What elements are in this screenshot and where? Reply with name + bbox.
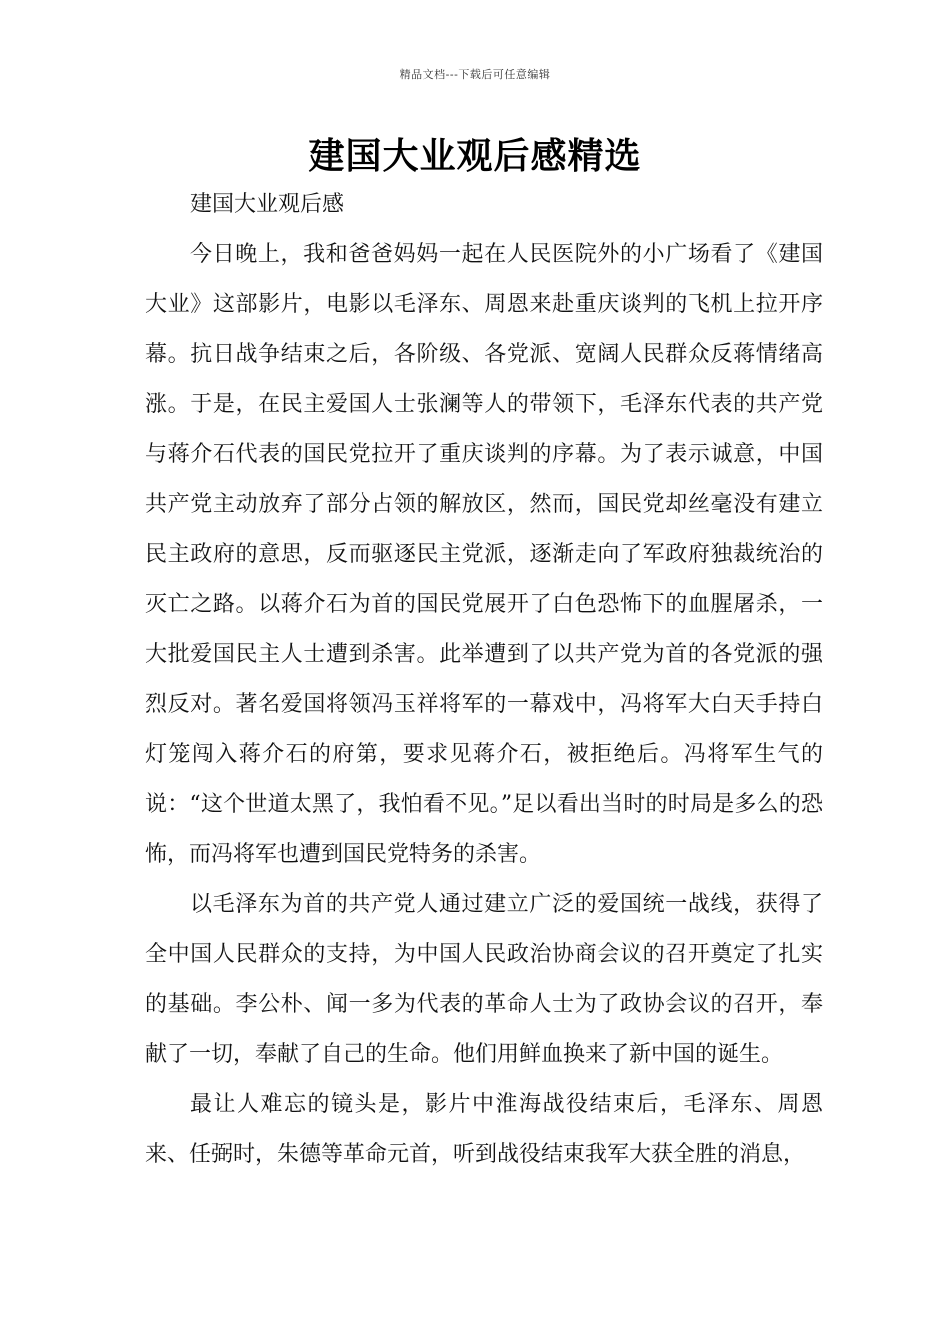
paragraph-2: 以毛泽东为首的共产党人通过建立广泛的爱国统一战线，获得了全中国人民群众的支持，为中国人民政治协商会议的召开奠定了扎实的基础。李公朴、闻一多为代表的革命人士为了政协会议的召开，奉献了一切，奉献了自己的生命。他们用鲜血换来了新中国的诞生。 — [145, 892, 823, 1067]
paragraph-1: 今日晚上，我和爸爸妈妈一起在人民医院外的小广场看了《建国大业》这部影片，电影以毛泽东、周恩来赴重庆谈判的飞机上拉开序幕。抗日战争结束之后，各阶级、各党派、宽阔人民群众反蒋情绪高涨。于是，在民主爱国人士张澜等人的带领下，毛泽东代表的共产党与蒋介石代表的国民党拉开了重庆谈判的序幕。为了表示诚意，中国共产党主动放弃了部分占领的解放区，然而，国民党却丝毫没有建立民主政府的意思，反而驱逐民主党派，逐渐走向了军政府独裁统治的灭亡之路。以蒋介石为首的国民党展开了白色恐怖下的血腥屠杀，一大批爱国民主人士遭到杀害。此举遭到了以共产党为首的各党派的强烈反对。著名爱国将领冯玉祥将军的一幕戏中，冯将军大白天手持白灯笼闯入蒋介石的府第，要求见蒋介石，被拒绝后。冯将军生气的说：“这个世道太黑了，我怕看不见。”足以看出当时的时局是多么的恐怖，而冯将军也遭到国民党特务的杀害。 — [145, 242, 823, 867]
document-title: 建国大业观后感精选 — [308, 136, 642, 177]
paragraph-3: 最让人难忘的镜头是，影片中淮海战役结束后，毛泽东、周恩来、任弼时，朱德等革命元首，听到战役结束我军大获全胜的消息， — [145, 1092, 823, 1167]
document-body — [145, 180, 823, 1180]
document-subheading: 建国大业观后感 — [190, 192, 345, 217]
header-note: 精品文档---下载后可任意编辑 — [399, 68, 551, 81]
